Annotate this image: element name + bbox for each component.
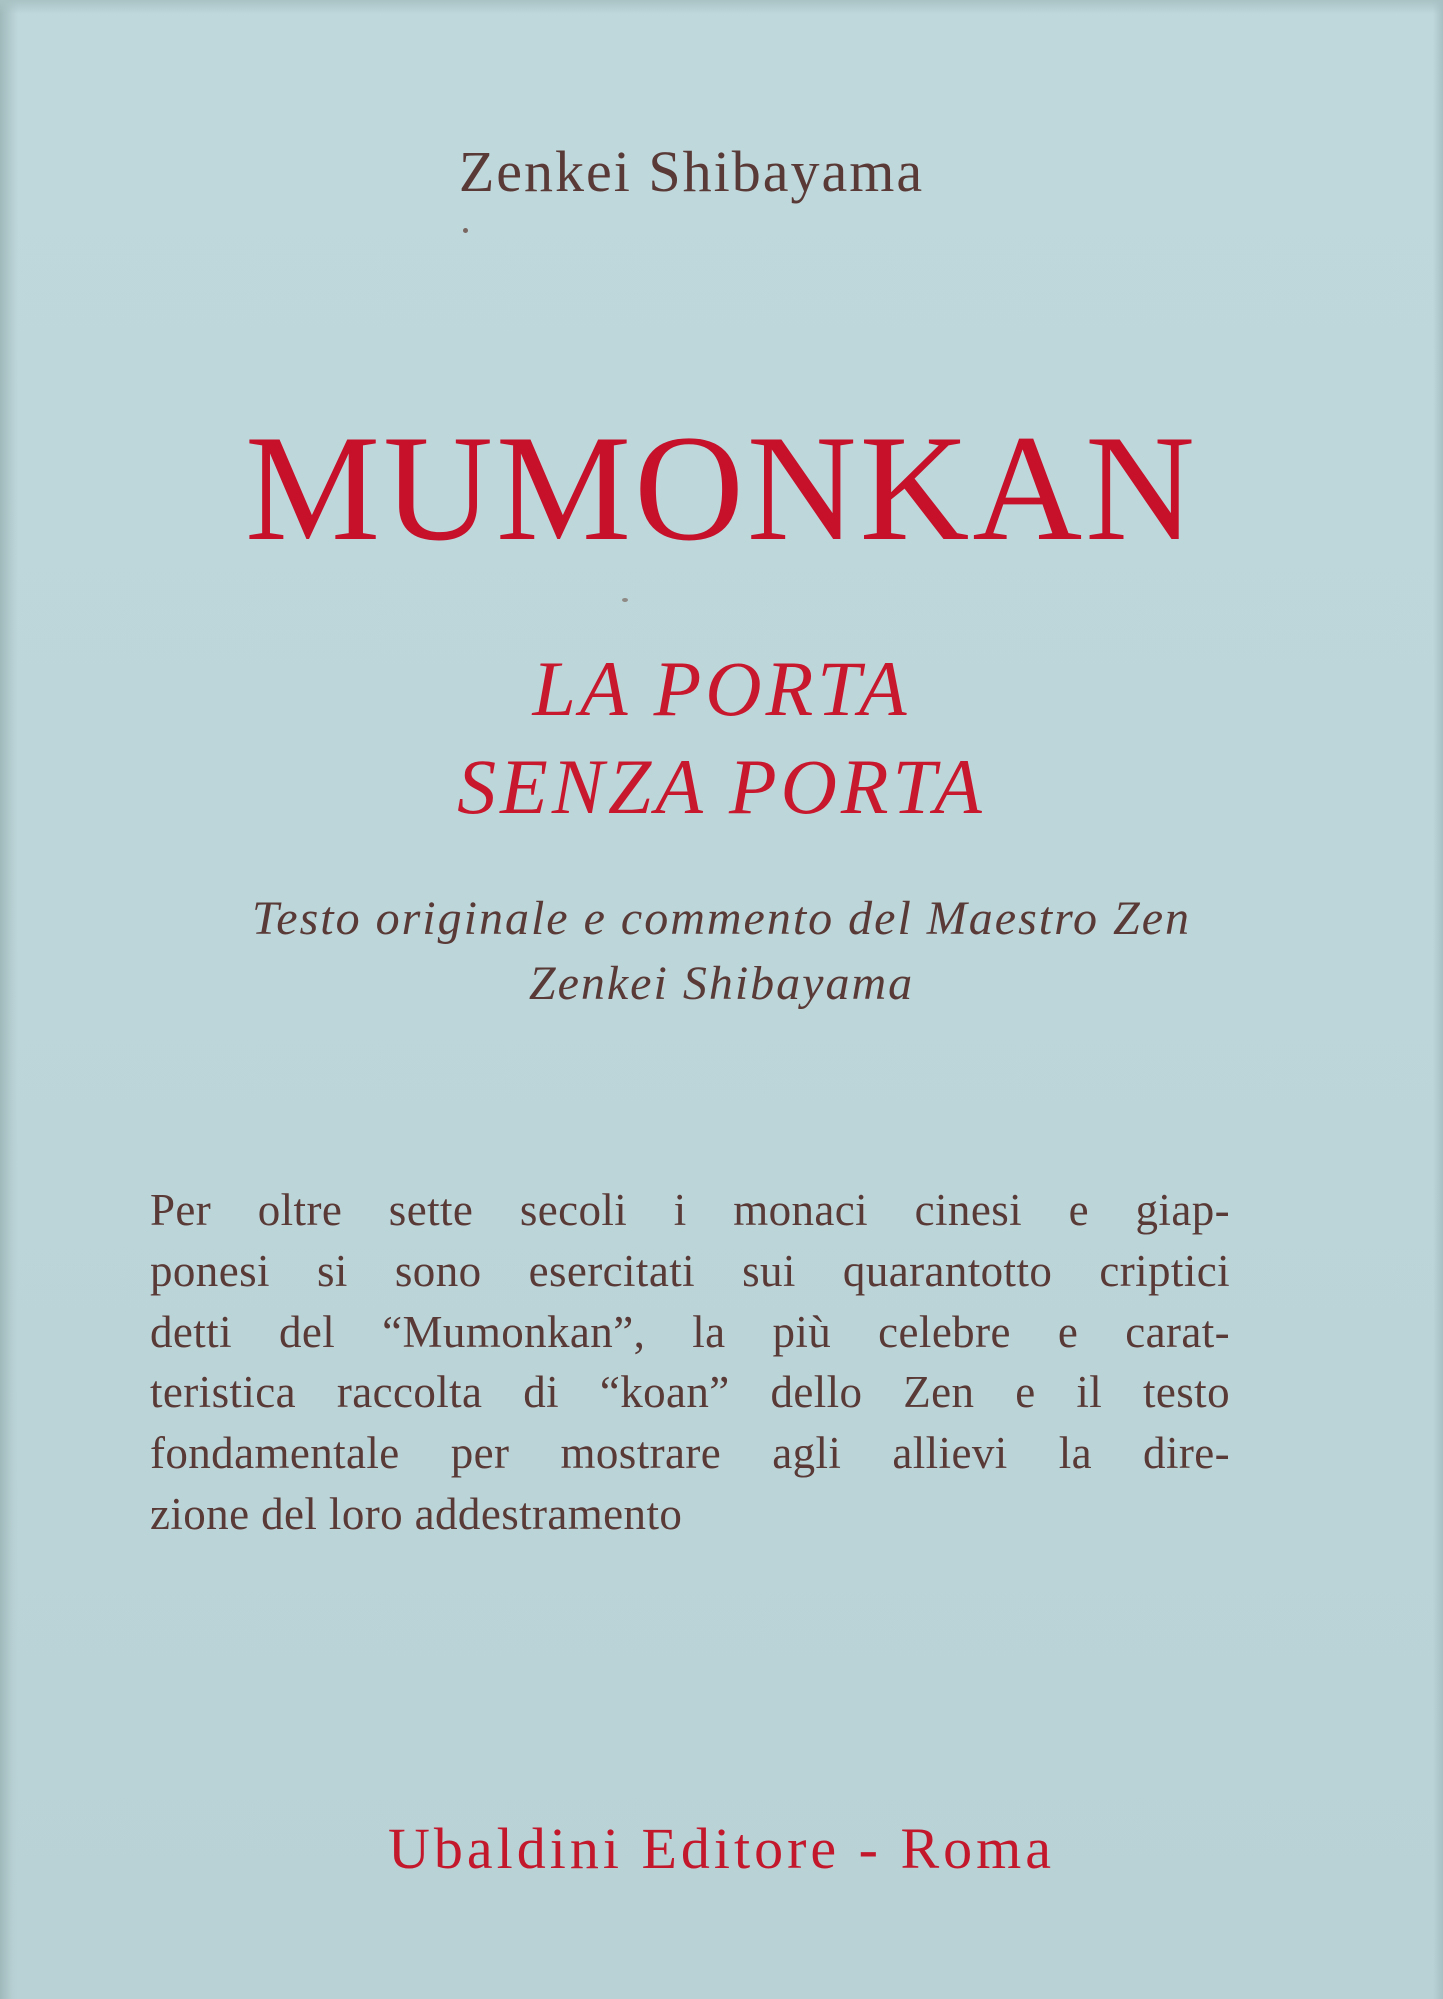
blurb-line-4: teristica raccolta di “koan” dello Zen e il testo	[150, 1367, 1230, 1418]
author-name: Zenkei Shibayama	[458, 139, 925, 204]
blurb-line-1: Per oltre sette secoli i monaci cinesi e giap-	[150, 1185, 1230, 1235]
blurb-line-2: ponesi si sono esercitati sui quarantotto criptici	[150, 1245, 1230, 1296]
paper-speck	[622, 598, 628, 602]
paper-speck	[463, 228, 468, 233]
publisher-imprint: Ubaldini Editore - Roma	[387, 1816, 1056, 1881]
tagline-line-1: Testo originale e commento del Maestro Zen	[251, 892, 1192, 945]
blurb-line-5: fondamentale per mostrare agli allievi la dire-	[150, 1428, 1230, 1479]
blurb-paragraph	[150, 1180, 1230, 1545]
subtitle-line-2: SENZA PORTA	[457, 743, 986, 830]
tagline-line-2: Zenkei Shibayama	[528, 957, 915, 1010]
subtitle-line-1: LA PORTA	[532, 645, 911, 732]
blurb-line-3: detti del “Mumonkan”, la più celebre e carat-	[150, 1306, 1230, 1357]
book-title: MUMONKAN	[245, 404, 1198, 572]
blurb-line-6: zione del loro addestramento	[150, 1488, 683, 1539]
cover-edge-top	[0, 0, 1443, 14]
